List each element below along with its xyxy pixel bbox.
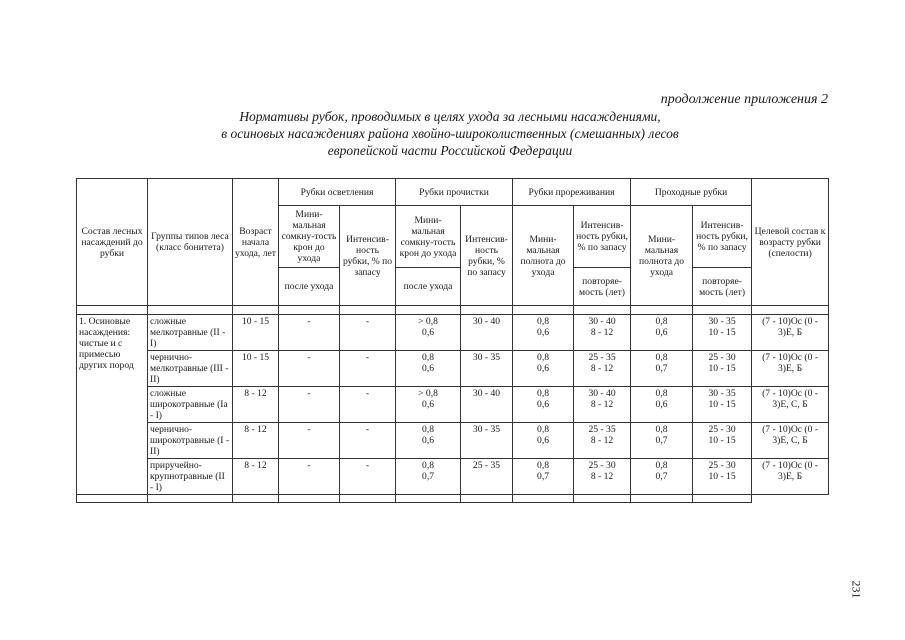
cleaning-min-cell: 0,8 0,7: [396, 459, 461, 495]
empty-cell: [461, 495, 513, 503]
thinning-intensity-cell: 25 - 35 8 - 12: [574, 351, 631, 387]
header-cleaning-intensity: Интенсив-ность рубки, % по запасу: [461, 206, 513, 306]
header-passing-intensity: Интенсив-ность рубки, % по запасу: [693, 206, 752, 268]
thinning-intensity-cell: 25 - 30 8 - 12: [574, 459, 631, 495]
passing-density-cell: 0,8 0,7: [631, 423, 693, 459]
thinning-density-cell: 0,8 0,6: [513, 351, 574, 387]
forest-type-cell: сложные мелкотравные (II - I): [148, 315, 233, 351]
spacer-row: [77, 306, 829, 315]
empty-cell: [574, 495, 631, 503]
age-cell: 10 - 15: [233, 315, 279, 351]
target-cell: (7 - 10)Ос (0 - 3)Е, Б: [752, 459, 829, 495]
target-cell: (7 - 10)Ос (0 - 3)Е, Б: [752, 351, 829, 387]
title-line-3: европейской части Российской Федерации: [327, 143, 573, 158]
passing-density-cell: 0,8 0,7: [631, 351, 693, 387]
passing-density-cell: 0,8 0,6: [631, 387, 693, 423]
cleaning-min-cell: 0,8 0,6: [396, 351, 461, 387]
cleaning-intensity-cell: 30 - 35: [461, 423, 513, 459]
passing-density-cell: 0,8 0,7: [631, 459, 693, 495]
header-passing: Проходные рубки: [631, 179, 752, 206]
header-thinning-repeat: повторяе-мость (лет): [574, 268, 631, 306]
cleaning-intensity-cell: 25 - 35: [461, 459, 513, 495]
trailing-row: [77, 495, 829, 503]
clearing-intensity-cell: -: [340, 459, 396, 495]
thinning-density-cell: 0,8 0,6: [513, 387, 574, 423]
empty-cell: [233, 495, 279, 503]
empty-cell: [396, 495, 461, 503]
title-line-1: Нормативы рубок, проводимых в целях ухода за лесными насаждениями,: [239, 109, 661, 124]
cleaning-intensity-cell: 30 - 35: [461, 351, 513, 387]
header-clearing-after: после ухода: [279, 268, 340, 306]
forest-type-cell: сложные широкотравные (Iа - I): [148, 387, 233, 423]
group-label: 1. Осиновые насаждения: чистые и с примесью других пород: [77, 315, 148, 495]
table-row: [77, 459, 829, 495]
header-cleaning-min-closure: Мини-мальная сомкну-тость крон до ухода: [396, 206, 461, 268]
passing-intensity-cell: 25 - 30 10 - 15: [693, 423, 752, 459]
age-cell: 10 - 15: [233, 351, 279, 387]
header-age-start: Возраст начала ухода, лет: [233, 179, 279, 306]
forest-type-cell: приручейно-крупнотравные (II - I): [148, 459, 233, 495]
forest-type-cell: чернично-мелкотравные (III - II): [148, 351, 233, 387]
clearing-intensity-cell: -: [340, 423, 396, 459]
clearing-intensity-cell: -: [340, 315, 396, 351]
table-row: [77, 315, 829, 351]
clearing-min-cell: -: [279, 423, 340, 459]
age-cell: 8 - 12: [233, 459, 279, 495]
page-title: [120, 108, 780, 159]
empty-cell: [513, 495, 574, 503]
clearing-min-cell: -: [279, 315, 340, 351]
clearing-intensity-cell: -: [340, 387, 396, 423]
clearing-min-cell: -: [279, 387, 340, 423]
empty-cell: [279, 495, 340, 503]
title-line-2: в осиновых насаждениях района хвойно-широколиственных (смешанных) лесов: [221, 126, 679, 141]
table-row: [77, 351, 829, 387]
empty-cell: [693, 495, 752, 503]
header-thinning-min-density: Мини-мальная полнота до ухода: [513, 206, 574, 306]
thinning-intensity-cell: 25 - 35 8 - 12: [574, 423, 631, 459]
header-passing-repeat: повторяе-мость (лет): [693, 268, 752, 306]
empty-cell: [340, 495, 396, 503]
thinning-intensity-cell: 30 - 40 8 - 12: [574, 387, 631, 423]
passing-intensity-cell: 30 - 35 10 - 15: [693, 315, 752, 351]
thinning-density-cell: 0,8 0,6: [513, 423, 574, 459]
passing-density-cell: 0,8 0,6: [631, 315, 693, 351]
header-cleaning-after: после ухода: [396, 268, 461, 306]
thinning-density-cell: 0,8 0,7: [513, 459, 574, 495]
target-cell: (7 - 10)Ос (0 - 3)Е, Б: [752, 315, 829, 351]
norms-table: [76, 178, 829, 503]
empty-cell: [148, 495, 233, 503]
table-row: [77, 387, 829, 423]
cleaning-intensity-cell: 30 - 40: [461, 315, 513, 351]
passing-intensity-cell: 25 - 30 10 - 15: [693, 459, 752, 495]
forest-type-cell: чернично-широкотравные (I - II): [148, 423, 233, 459]
thinning-intensity-cell: 30 - 40 8 - 12: [574, 315, 631, 351]
target-cell: (7 - 10)Ос (0 - 3)Е, С, Б: [752, 387, 829, 423]
header-composition: Состав лесных насаждений до рубки: [77, 179, 148, 306]
clearing-intensity-cell: -: [340, 351, 396, 387]
passing-intensity-cell: 30 - 35 10 - 15: [693, 387, 752, 423]
header-clearing-min-closure: Мини-мальная сомкну-тость крон до ухода: [279, 206, 340, 268]
thinning-density-cell: 0,8 0,6: [513, 315, 574, 351]
target-cell: (7 - 10)Ос (0 - 3)Е, С, Б: [752, 423, 829, 459]
header-forest-type: Группы типов леса (класс бонитета): [148, 179, 233, 306]
age-cell: 8 - 12: [233, 387, 279, 423]
cleaning-intensity-cell: 30 - 40: [461, 387, 513, 423]
appendix-note: продолжение приложения 2: [660, 92, 828, 107]
cleaning-min-cell: > 0,8 0,6: [396, 387, 461, 423]
passing-intensity-cell: 25 - 30 10 - 15: [693, 351, 752, 387]
empty-cell: [631, 495, 693, 503]
table-row: [77, 423, 829, 459]
header-passing-min-density: Мини-мальная полнота до ухода: [631, 206, 693, 306]
clearing-min-cell: -: [279, 351, 340, 387]
header-clearing: Рубки осветления: [279, 179, 396, 206]
empty-cell: [77, 495, 148, 503]
header-thinning-intensity: Интенсив-ность рубки, % по запасу: [574, 206, 631, 268]
cleaning-min-cell: > 0,8 0,6: [396, 315, 461, 351]
header-target: Целевой состав к возрасту рубки (спелости): [752, 179, 829, 306]
clearing-min-cell: -: [279, 459, 340, 495]
header-cleaning: Рубки прочистки: [396, 179, 513, 206]
page-number: 231: [849, 580, 864, 599]
cleaning-min-cell: 0,8 0,6: [396, 423, 461, 459]
age-cell: 8 - 12: [233, 423, 279, 459]
header-clearing-intensity: Интенсив-ность рубки, % по запасу: [340, 206, 396, 306]
header-thinning: Рубки прореживания: [513, 179, 631, 206]
